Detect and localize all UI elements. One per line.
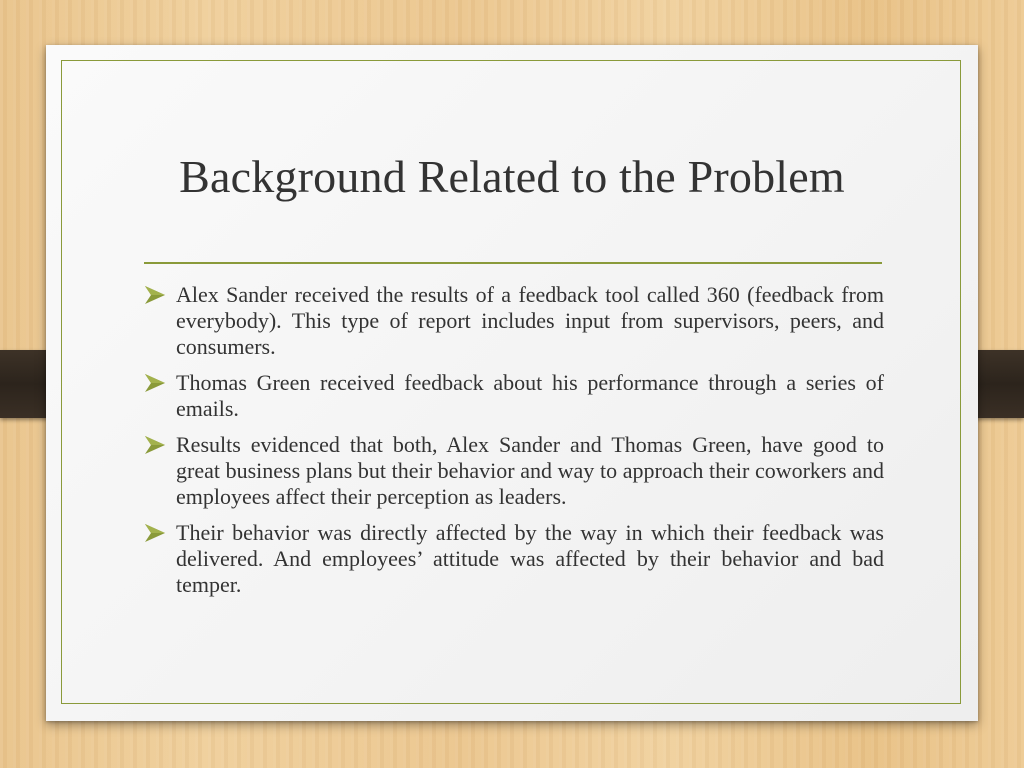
bullet-text: Alex Sander received the results of a feedback tool called 360 (feedback from everybody). This type of report includes input from supervisors, peers, and consumers. — [176, 282, 884, 359]
bullet-item — [144, 432, 884, 510]
bullet-text: Thomas Green received feedback about his performance through a series of emails. — [176, 370, 884, 421]
bullet-item — [144, 370, 884, 422]
arrow-bullet-icon — [144, 435, 166, 455]
bullet-text: Results evidenced that both, Alex Sander and Thomas Green, have good to great business plans but their behavior and way to approach their coworkers and employees affect their perception as leaders. — [176, 432, 884, 509]
bullet-item — [144, 282, 884, 360]
title-divider — [144, 262, 882, 264]
bullet-text: Their behavior was directly affected by the way in which their feedback was delivered. And employees’ attitude was affected by their behavior and bad temper. — [176, 520, 884, 597]
slide-paper — [46, 45, 978, 721]
arrow-bullet-icon — [144, 523, 166, 543]
bullet-list — [144, 282, 884, 608]
arrow-bullet-icon — [144, 373, 166, 393]
arrow-bullet-icon — [144, 285, 166, 305]
slide-title: Background Related to the Problem — [179, 151, 845, 202]
bullet-item — [144, 520, 884, 598]
